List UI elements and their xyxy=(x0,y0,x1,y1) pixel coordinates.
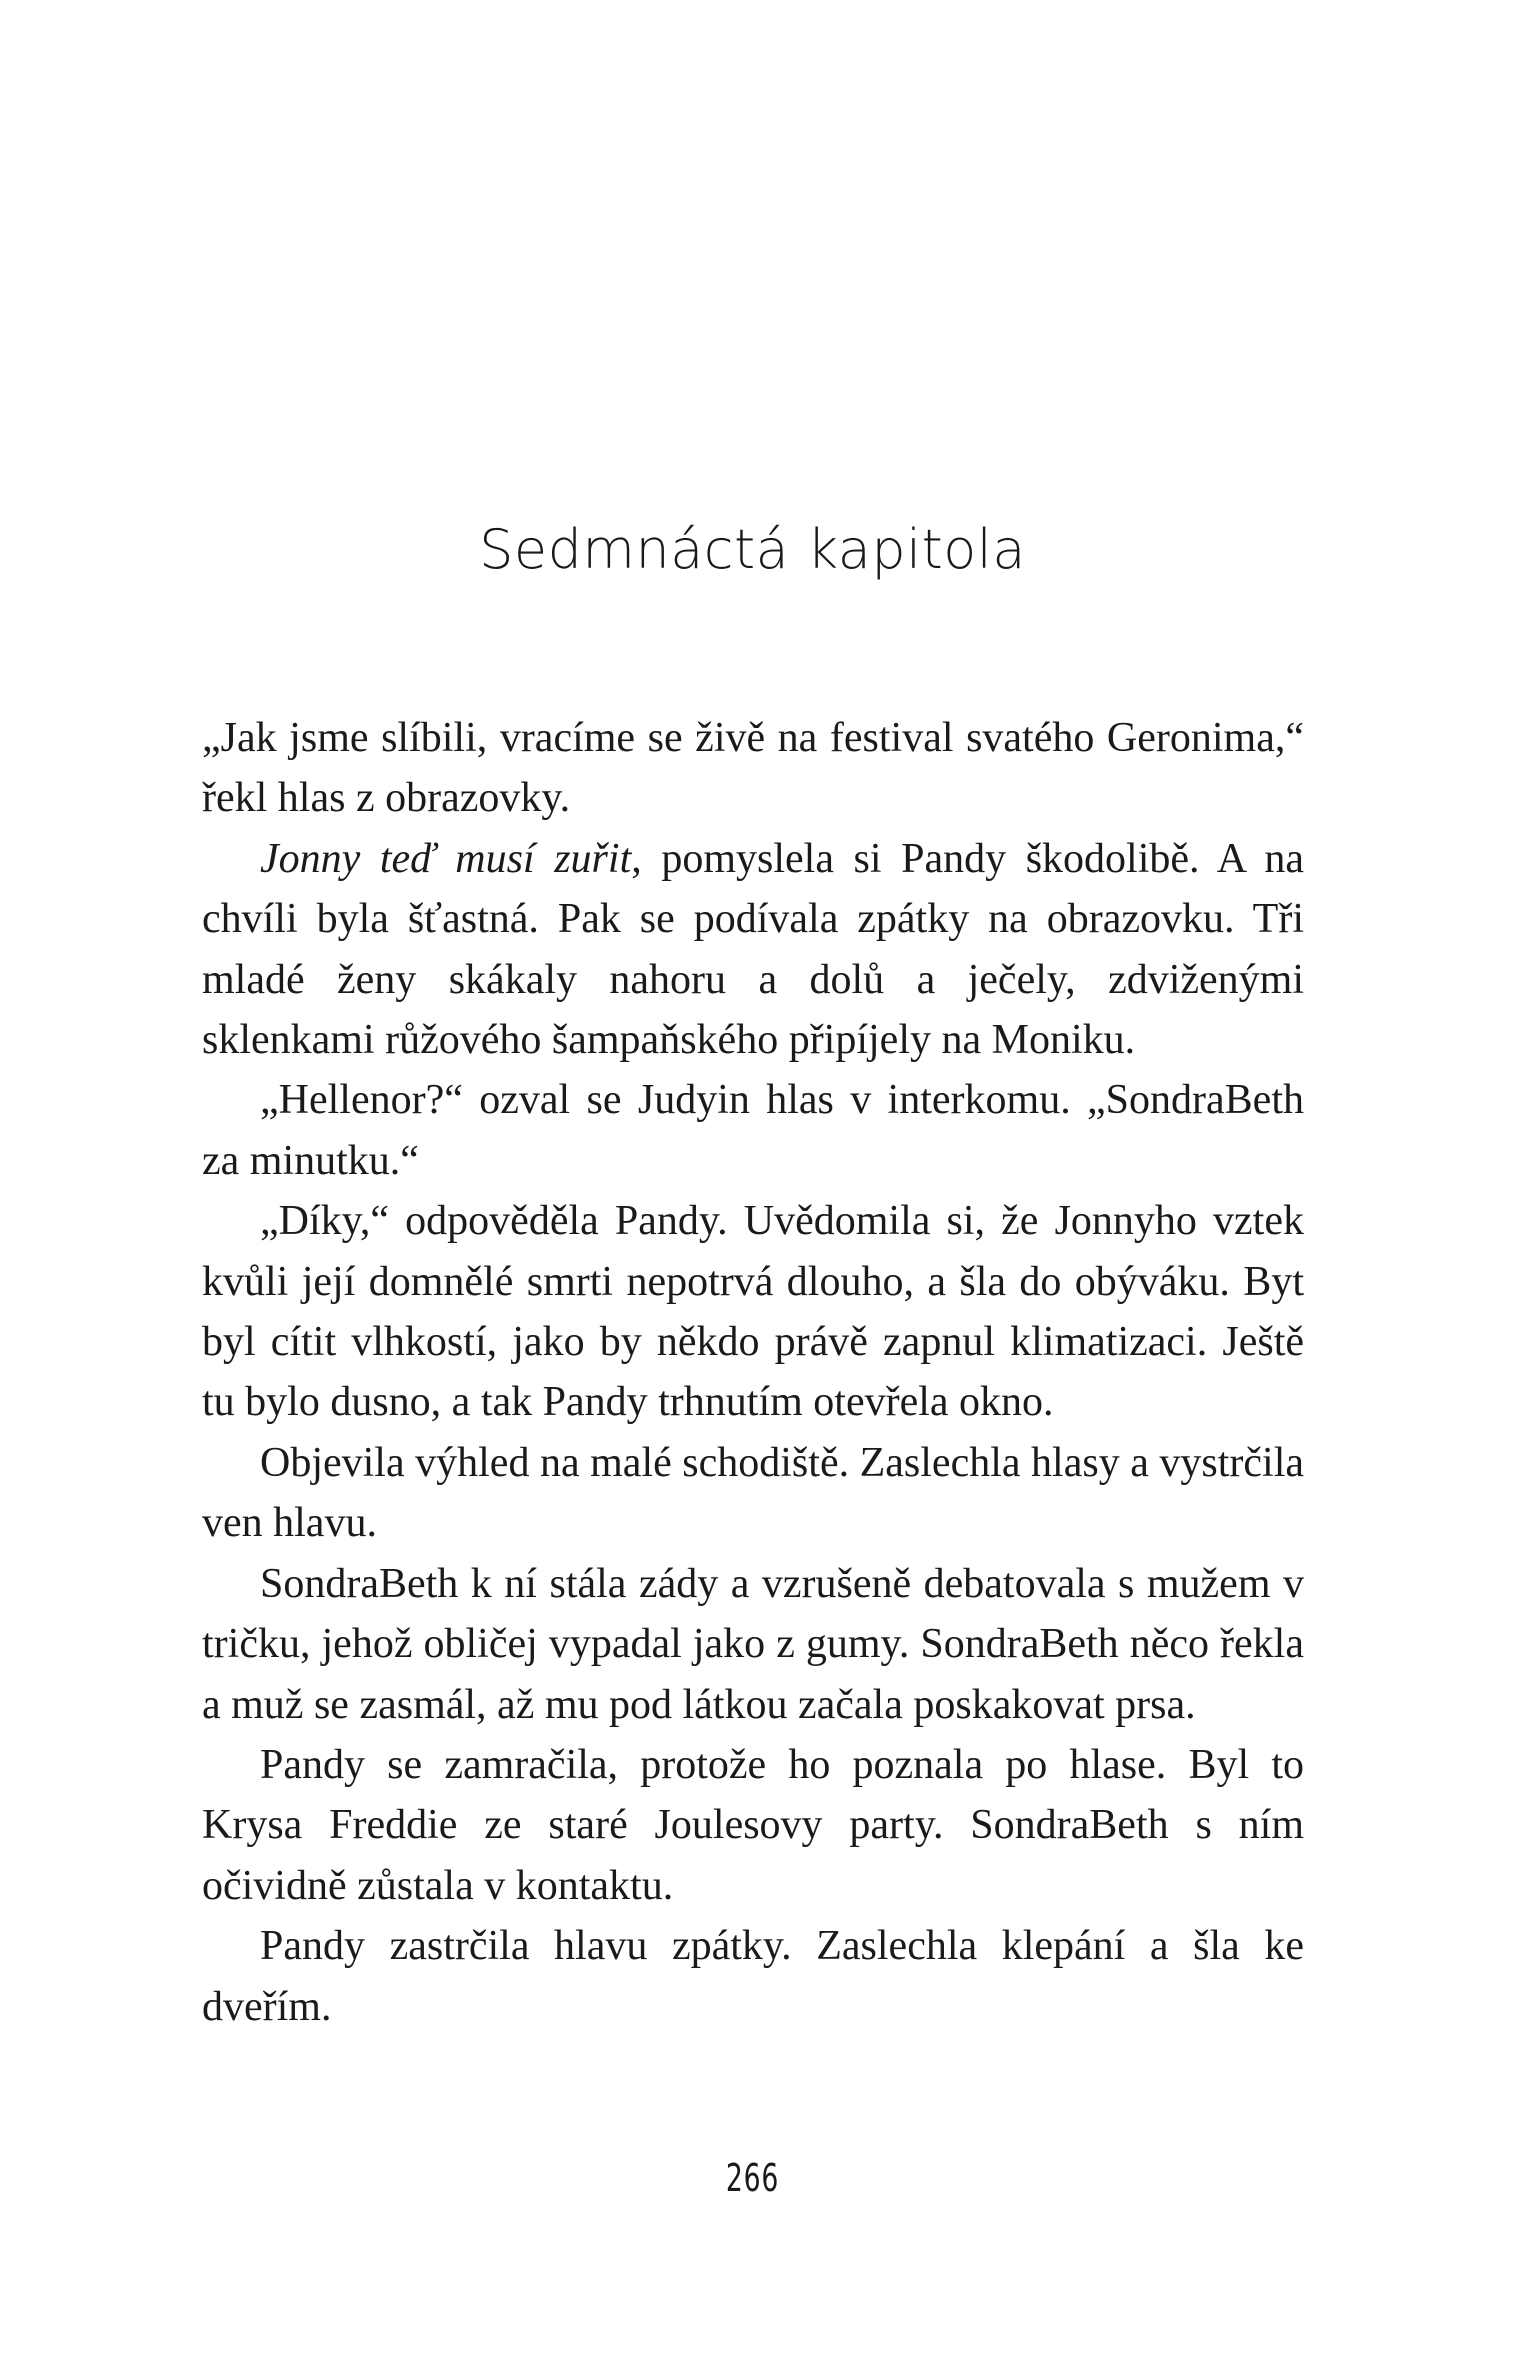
paragraph-2 xyxy=(202,829,1304,1071)
paragraph-7: Pandy se zamračila, protože ho poznala po hlase. Byl to Krysa Freddie ze staré Joulesovy party. SondraBeth s ním očividně zůstala v kontaktu. xyxy=(202,1741,1304,1909)
paragraph-4: „Díky,“ odpověděla Pandy. Uvědomila si, že Jonnyho vztek kvůli její domnělé smrti nepotrvá dlouho, a šla do obýváku. Byt byl cítit vlhkostí, jako by někdo právě zapnul klimatizaci. Ještě tu bylo dusno, a tak Pandy trhnutím otevřela okno. xyxy=(202,1198,1304,1426)
chapter-title: Sedmnáctá kapitola xyxy=(479,518,1026,581)
paragraph-5: Objevila výhled na malé schodiště. Zaslechla hlasy a vystrčila ven hlavu. xyxy=(202,1439,1304,1547)
paragraph-2-italic: Jonny teď musí zuřit xyxy=(260,835,632,882)
paragraph-3: „Hellenor?“ ozval se Judyin hlas v interkomu. „SondraBeth za minutku.“ xyxy=(202,1077,1304,1184)
paragraph-8: Pandy zastrčila hlavu zpátky. Zaslechla klepání a šla ke dveřím. xyxy=(202,1923,1304,2030)
paragraph-6: SondraBeth k ní stála zády a vzrušeně debatovala s mužem v tričku, jehož obličej vypadal jako z gumy. SondraBeth něco řekla a muž se zasmál, až mu pod látkou začala poskakovat prsa. xyxy=(202,1560,1304,1728)
paragraph-1: „Jak jsme slíbili, vracíme se živě na festival svatého Geronima,“ řekl hlas z obrazovky. xyxy=(202,715,1304,822)
page-number: 266 xyxy=(725,2156,780,2200)
paragraph-2-text: , pomyslela si Pandy škodolibě. A na chvíli byla šťastná. Pak se podívala zpátky na obrazovku. Tři mladé ženy skákaly nahoru a dolů a ječely, zdviženými sklenkami růžového šampaňského připíjely na Moniku. xyxy=(202,835,1304,1064)
body-text xyxy=(202,708,1304,2037)
